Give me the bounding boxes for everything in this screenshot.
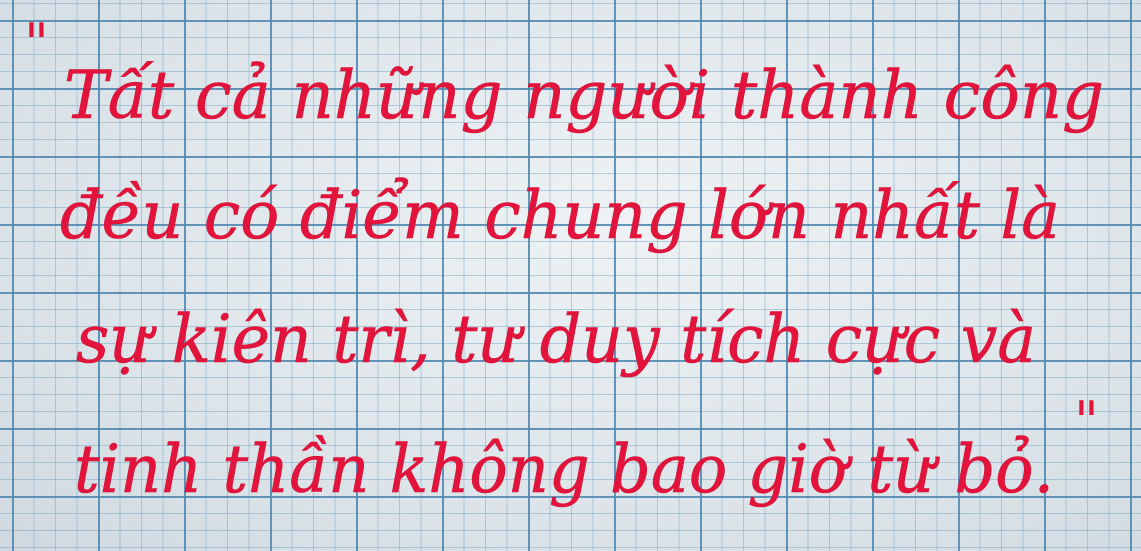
- close-quote-mark: ": [1074, 390, 1099, 453]
- handwriting-line-3: sự kiên trì, tư duy tích cực và: [76, 301, 1036, 378]
- handwriting-line-1: Tất cả những người thành công: [64, 57, 1104, 134]
- open-quote-mark: ": [24, 12, 49, 75]
- handwriting-line-2: đều có điểm chung lớn nhất là: [60, 177, 1060, 254]
- handwriting-line-4: tinh thần không bao giờ từ bỏ.: [74, 431, 1054, 508]
